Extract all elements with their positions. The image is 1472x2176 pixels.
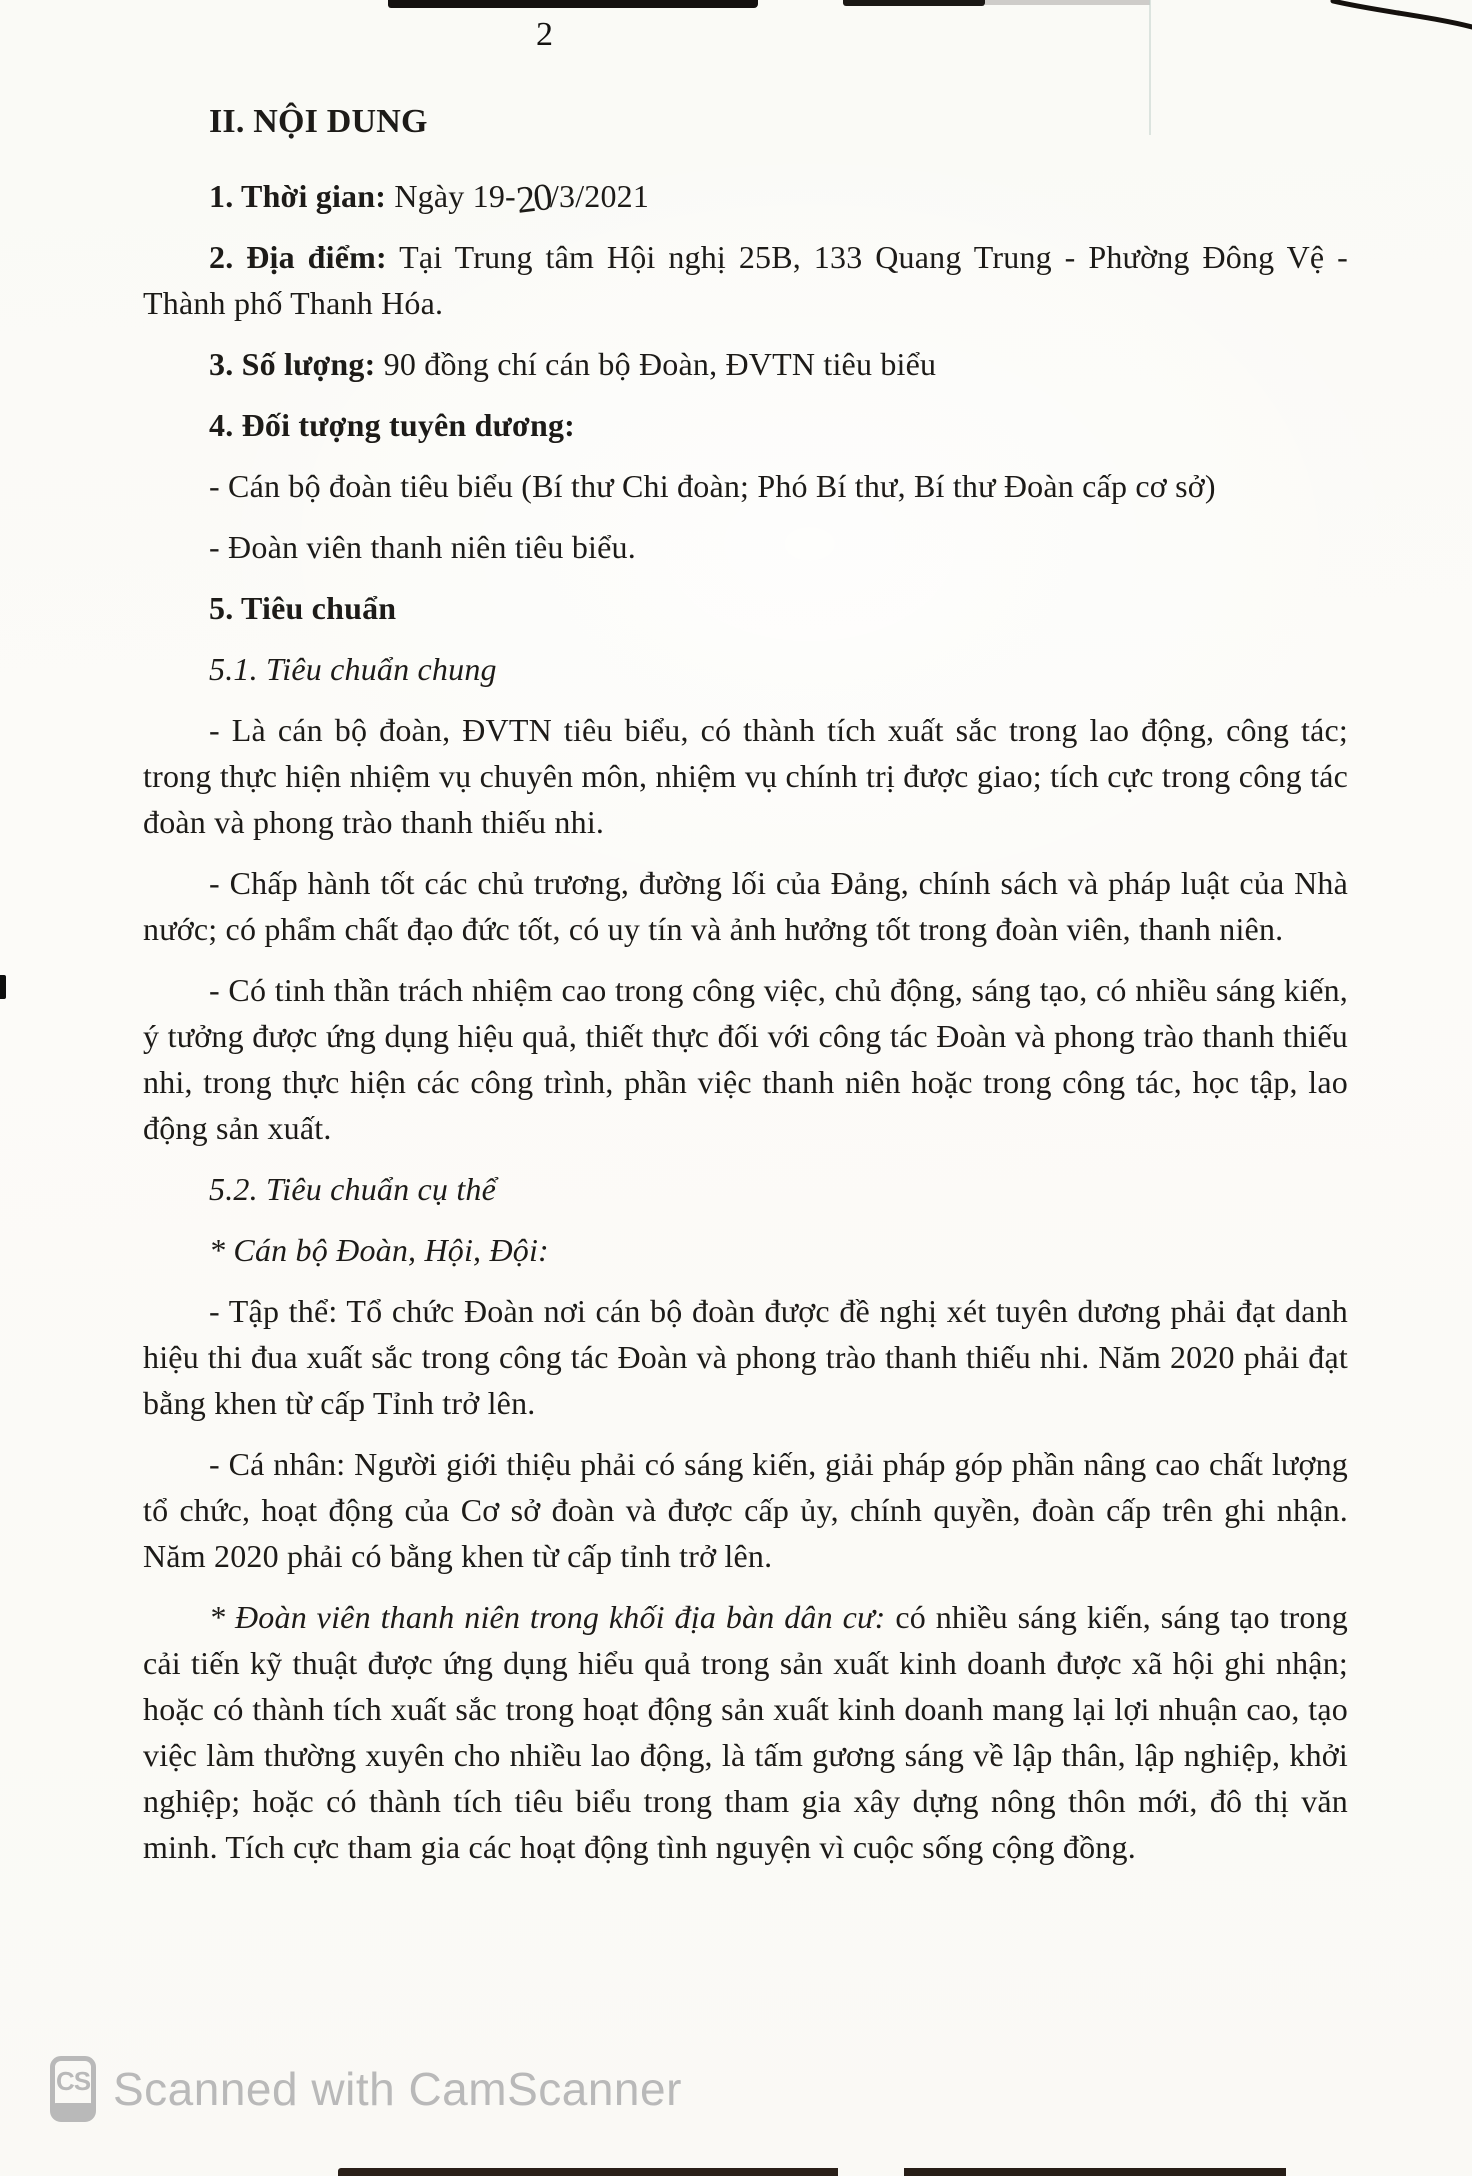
text-run: 1. Thời gian: bbox=[209, 178, 387, 214]
paragraph bbox=[143, 402, 1348, 448]
paragraph bbox=[143, 707, 1348, 845]
text-run: có nhiều sáng kiến, sáng tạo trong cải tiến kỹ thuật được ứng dụng hiểu quả trong sản xuất kinh doanh được xã hội ghi nhận; hoặc có thành tích xuất sắc trong hoạt động sản xuất kinh doanh mang lại lợi nhuận cao, tạo việc làm thường xuyên cho nhiều lao động, là tấm gương sáng về lập thân, lập nghiệp, khởi nghiệp; hoặc có thành tích tiêu biểu trong tham gia xây dựng nông thôn mới, đô thị văn minh. Tích cực tham gia các hoạt động tình nguyện vì cuộc sống cộng đồng. bbox=[143, 1599, 1348, 1865]
scan-artifact-bottom-bar bbox=[338, 2168, 838, 2176]
text-run: - Tập thể: Tổ chức Đoàn nơi cán bộ đoàn được đề nghị xét tuyên dương phải đạt danh hiệu thi đua xuất sắc trong công tác Đoàn và phong trào thanh thiếu nhi. Năm 2020 phải đạt bằng khen từ cấp Tỉnh trở lên. bbox=[143, 1293, 1348, 1421]
paragraph bbox=[143, 967, 1348, 1151]
paragraph bbox=[143, 1166, 1348, 1212]
paragraph bbox=[143, 172, 1348, 222]
text-run: 5.2. Tiêu chuẩn cụ thể bbox=[209, 1171, 497, 1207]
camscanner-watermark bbox=[50, 2056, 682, 2122]
paragraph bbox=[143, 341, 1348, 387]
text-run: /3/2021 bbox=[549, 178, 650, 214]
scan-artifact-corner-curve bbox=[1300, 0, 1472, 42]
text-run: * Đoàn viên thanh niên trong khối địa bàn dân cư: bbox=[209, 1599, 886, 1635]
text-run: - Có tinh thần trách nhiệm cao trong công việc, chủ động, sáng tạo, có nhiều sáng kiến, ý tưởng được ứng dụng hiệu quả, thiết thực đối với công tác Đoàn và phong trào thanh thiếu nhi, trong thực hiện các công trình, phần việc thanh niên hoặc trong công tác, học tập, lao động sản xuất. bbox=[143, 972, 1348, 1146]
paragraph bbox=[143, 1288, 1348, 1426]
scan-artifact-top-bar bbox=[843, 0, 985, 6]
scan-artifact-top-bar bbox=[388, 0, 758, 8]
scan-artifact-top-smudge bbox=[985, 0, 1150, 5]
paragraph bbox=[143, 1441, 1348, 1579]
paragraph bbox=[143, 1594, 1348, 1870]
paragraph bbox=[143, 234, 1348, 326]
paragraph bbox=[143, 646, 1348, 692]
camscanner-watermark-text: Scanned with CamScanner bbox=[113, 2063, 682, 2115]
text-run: * Cán bộ Đoàn, Hội, Đội: bbox=[209, 1232, 549, 1268]
text-run: II. NỘI DUNG bbox=[209, 103, 428, 140]
text-run: Tại Trung tâm Hội nghị 25B, 133 Quang Trung - Phường Đông Vệ - Thành phố Thanh Hóa. bbox=[143, 239, 1348, 321]
text-run: Ngày 19- bbox=[386, 178, 516, 214]
text-run: - Cán bộ đoàn tiêu biểu (Bí thư Chi đoàn; Phó Bí thư, Bí thư Đoàn cấp cơ sở) bbox=[209, 468, 1216, 504]
paragraph bbox=[143, 1227, 1348, 1273]
camscanner-logo-icon bbox=[50, 2056, 96, 2122]
paragraph bbox=[143, 524, 1348, 570]
paragraph bbox=[143, 860, 1348, 952]
document-body bbox=[143, 99, 1348, 1885]
camscanner-logo-strip bbox=[54, 2103, 92, 2118]
scan-artifact-bottom-bar bbox=[904, 2168, 1286, 2176]
text-run: 3. Số lượng: bbox=[209, 346, 376, 382]
text-run: - Là cán bộ đoàn, ĐVTN tiêu biểu, có thành tích xuất sắc trong lao động, công tác; trong thực hiện nhiệm vụ chuyên môn, nhiệm vụ chính trị được giao; tích cực trong công tác đoàn và phong trào thanh thiếu nhi. bbox=[143, 712, 1348, 840]
camscanner-logo-letters: CS bbox=[55, 2066, 91, 2096]
text-run: 5.1. Tiêu chuẩn chung bbox=[209, 651, 497, 687]
text-run: 5. Tiêu chuẩn bbox=[209, 590, 397, 626]
text-run: 4. Đối tượng tuyên dương: bbox=[209, 407, 575, 443]
section-heading bbox=[143, 99, 1348, 145]
text-run: 90 đồng chí cán bộ Đoàn, ĐVTN tiêu biểu bbox=[375, 346, 937, 382]
page-number: 2 bbox=[536, 16, 553, 53]
text-run: 20 bbox=[513, 176, 553, 222]
text-run: 2. Địa điểm: bbox=[209, 239, 387, 275]
text-run: - Cá nhân: Người giới thiệu phải có sáng kiến, giải pháp góp phần nâng cao chất lượng tổ chức, hoạt động của Cơ sở đoàn và được cấp ủy, chính quyền, đoàn cấp trên ghi nhận. Năm 2020 phải có bằng khen từ cấp tỉnh trở lên. bbox=[143, 1446, 1348, 1574]
paragraph bbox=[143, 463, 1348, 509]
paragraph bbox=[143, 585, 1348, 631]
text-run: - Chấp hành tốt các chủ trương, đường lối của Đảng, chính sách và pháp luật của Nhà nước; có phẩm chất đạo đức tốt, có uy tín và ảnh hưởng tốt trong đoàn viên, thanh niên. bbox=[143, 865, 1348, 947]
text-run: - Đoàn viên thanh niên tiêu biểu. bbox=[209, 529, 636, 565]
scan-artifact-left-tick bbox=[0, 975, 6, 999]
